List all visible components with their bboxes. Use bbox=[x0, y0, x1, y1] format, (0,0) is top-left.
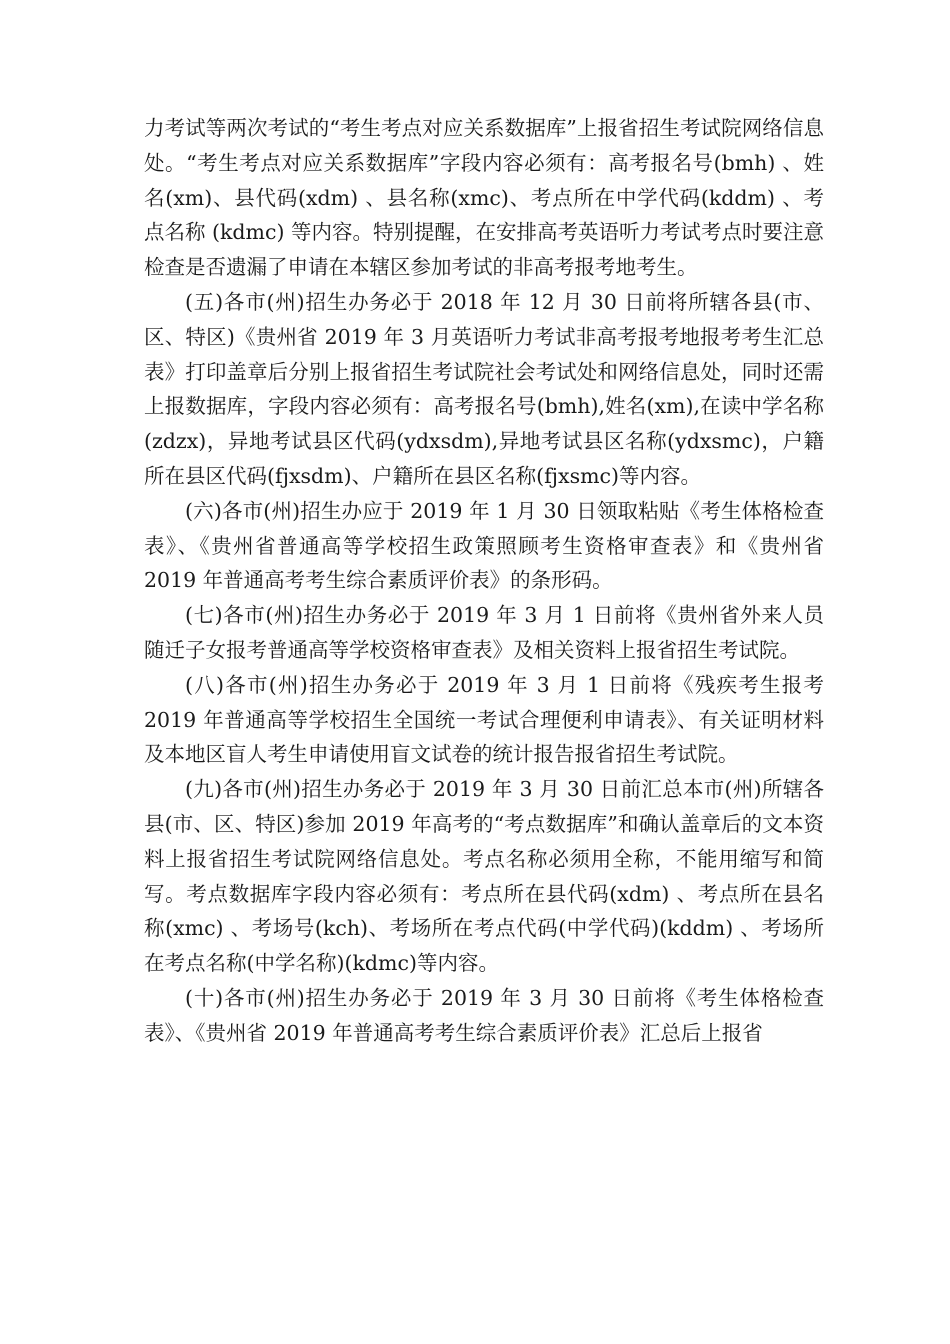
paragraph-item-10: (十)各市(州)招生办务必于 2019 年 3 月 30 日前将《考生体格检查表》、《贵州省 2019 年普通高考考生综合素质评价表》汇总后上报省 bbox=[144, 985, 824, 1045]
paragraph-continued: 力考试等两次考试的“考生考点对应关系数据库”上报省招生考试院网络信息处。“考生考点对应关系数据库”字段内容必须有：高考报名号(bmh) 、姓名(xm)、县代码(xdm) 、县名称(xmc)、考点所在中学代码(kddm) 、考点名称 (kdmc) 等内容。特别提醒，在安排高考英语听力考试考点时要注意检查是否遗漏了申请在本辖区参加考试的非高考报考地考生。 bbox=[144, 116, 824, 280]
paragraph-item-9: (九)各市(州)招生办务必于 2019 年 3 月 30 日前汇总本市(州)所辖各县(市、区、特区)参加 2019 年高考的“考点数据库”和确认盖章后的文本资料上报省招生考试院网络信息处。考点名称必须用全称，不能用缩写和简写。考点数据库字段内容必须有：考点所在县代码(xdm) 、考点所在县名称(xmc) 、考场号(kch)、考场所在考点代码(中学代码)(kddm) 、考场所在考点名称(中学名称)(kdmc)等内容。 bbox=[144, 777, 824, 976]
paragraph-item-7: (七)各市(州)招生办务必于 2019 年 3 月 1 日前将《贵州省外来人员随迁子女报考普通高等学校资格审查表》及相关资料上报省招生考试院。 bbox=[144, 603, 824, 662]
paragraph-item-6: (六)各市(州)招生办应于 2019 年 1 月 30 日领取粘贴《考生体格检查表》、《贵州省普通高等学校招生政策照顾考生资格审查表》和《贵州省 2019 年普通高考考生综合素质评价表》的条形码。 bbox=[144, 498, 824, 593]
document-body bbox=[144, 111, 824, 1051]
paragraph-item-8: (八)各市(州)招生办务必于 2019 年 3 月 1 日前将《残疾考生报考 2019 年普通高等学校招生全国统一考试合理便利申请表》、有关证明材料及本地区盲人考生申请使用盲文试卷的统计报告报省招生考试院。 bbox=[144, 672, 824, 767]
paragraph-item-5: (五)各市(州)招生办务必于 2018 年 12 月 30 日前将所辖各县(市、区、特区)《贵州省 2019 年 3 月英语听力考试非高考报考地报考考生汇总表》打印盖章后分别上报省招生考试院社会考试处和网络信息处，同时还需上报数据库，字段内容必须有：高考报名号(bmh),姓名(xm),在读中学名称(zdzx)，异地考试县区代码(ydxsdm),异地考试县区名称(ydxsmc)，户籍所在县区代码(fjxsdm)、户籍所在县区名称(fjxsmc)等内容。 bbox=[144, 289, 824, 488]
